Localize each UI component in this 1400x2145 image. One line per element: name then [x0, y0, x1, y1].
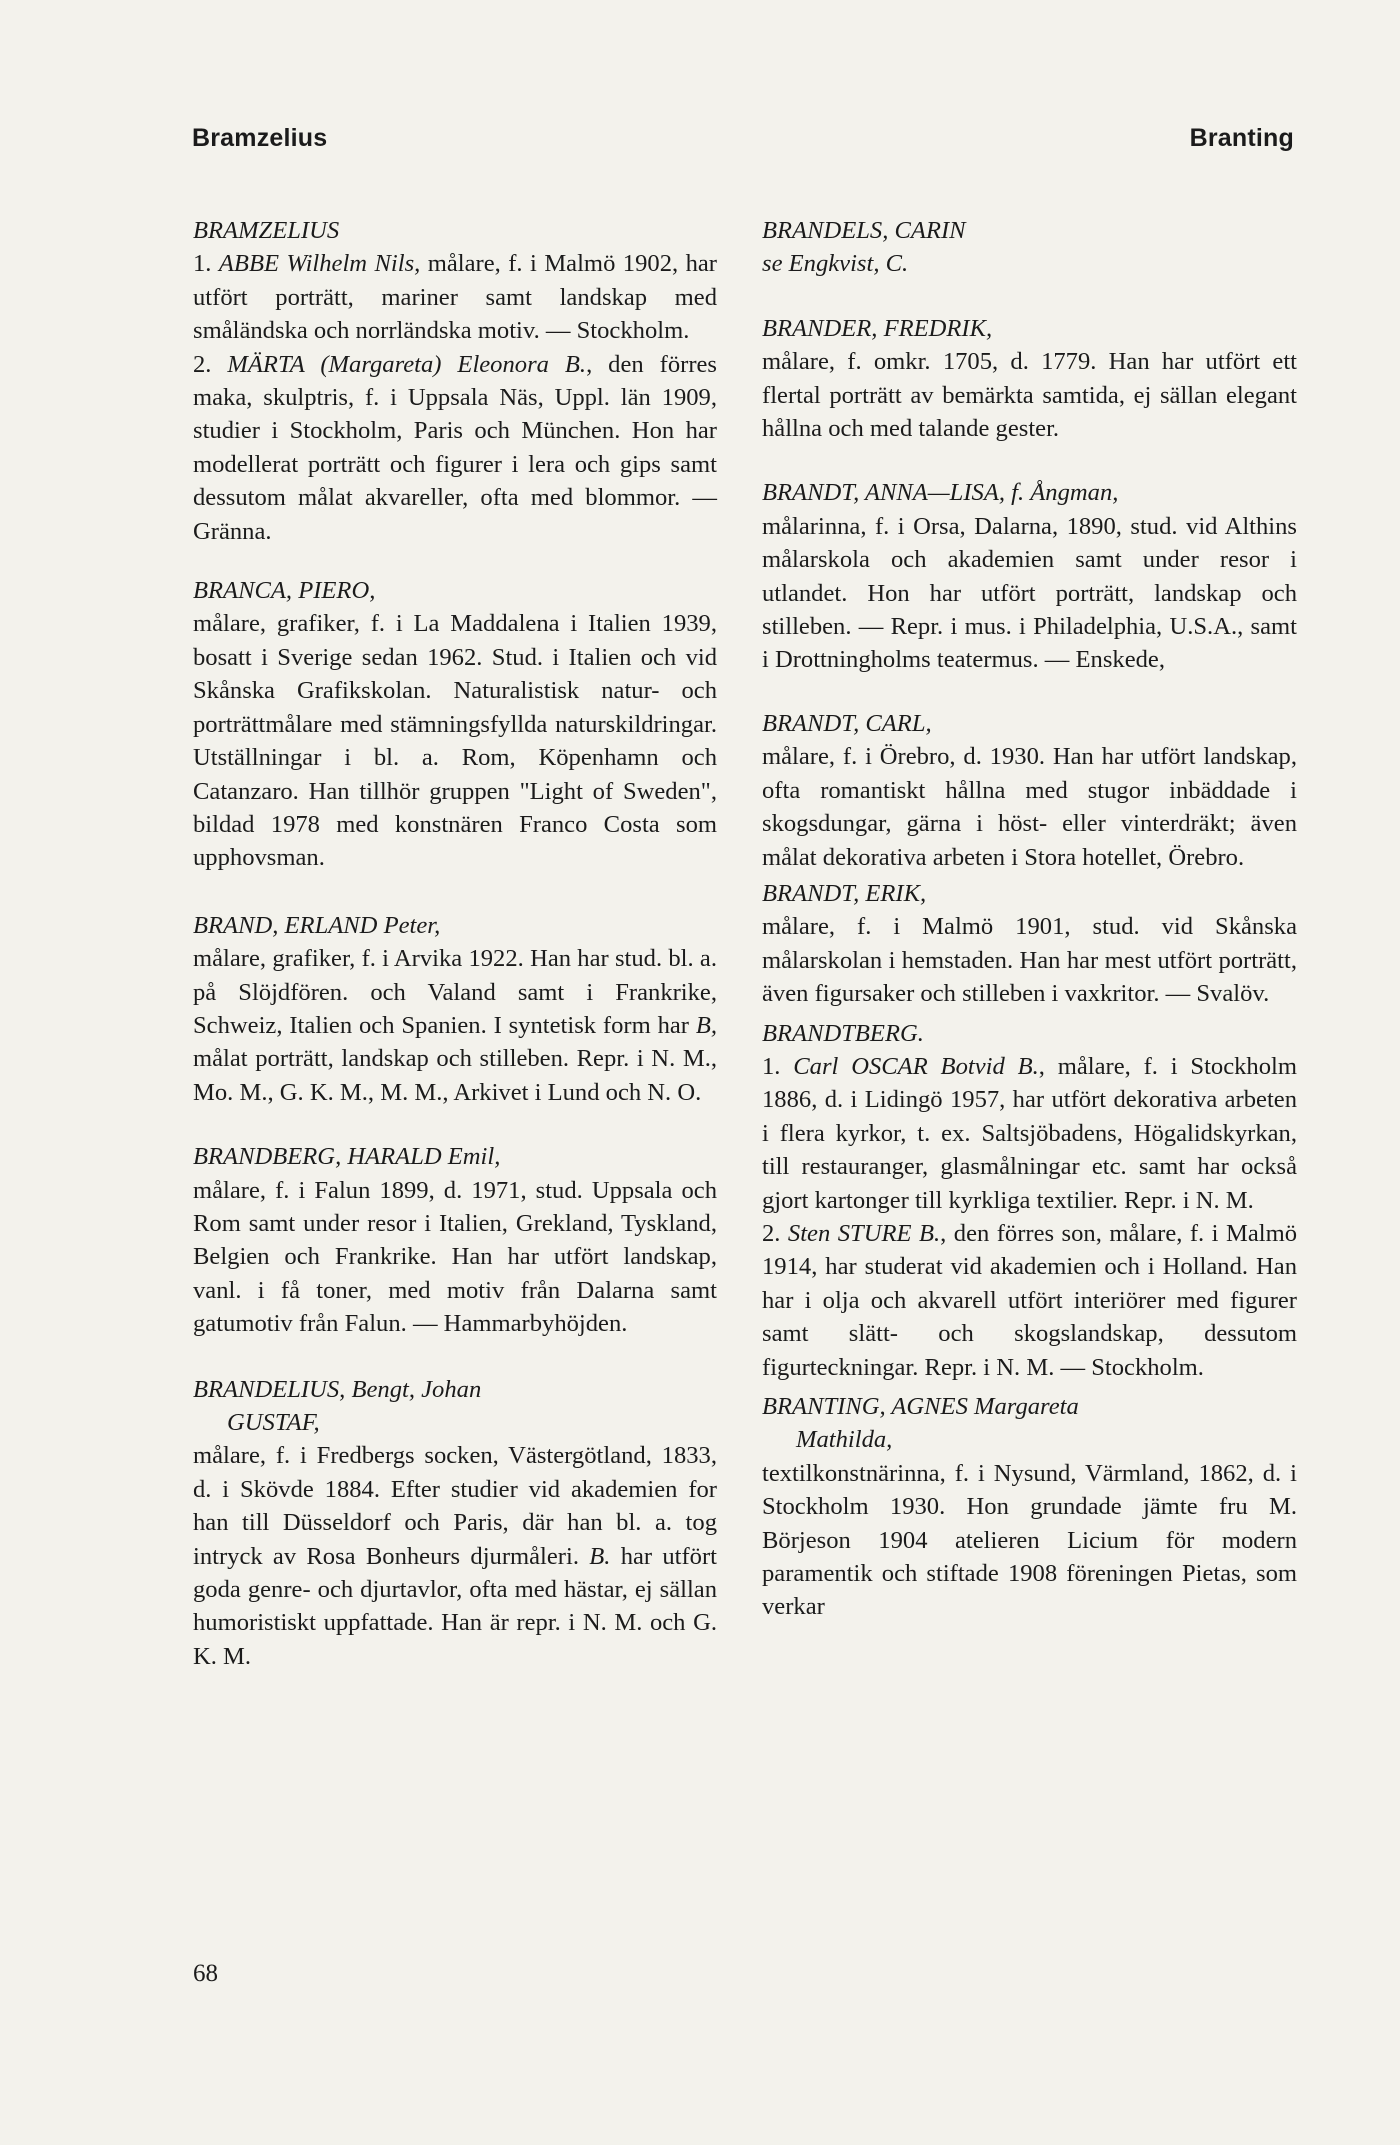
entry-headword: BRANTING, AGNES Margareta: [762, 1393, 1079, 1420]
entry-branca: [193, 574, 717, 875]
entry-text-part: målare, grafiker, f. i Arvika 1922. Han har stud. bl. a. på Slöjdfören. och Valand samt i Frankrike, Schweiz, Italien och Spanien. I syntetisk form har: [193, 945, 717, 1039]
entry-headword: BRANDER, FREDRIK,: [762, 314, 993, 342]
entry-text: textilkonstnärinna, f. i Nysund, Värmland, 1862, d. i Stockholm 1930. Hon grundade jämte fru M. Börjeson 1904 atelieren Licium för modern paramentik och stiftade 1908 föreningen Pietas, som verkar: [762, 1459, 1297, 1621]
entry-brandelius: [193, 1373, 717, 1674]
entry-text: målare, f. i Örebro, d. 1930. Han har utfört landskap, ofta romantiskt hållna med stugor inbäddade i skogsdungar, gärna i höst- eller vinterdräkt; även målat dekorativa arbeten i Stora hotellet, Örebro.: [762, 743, 1297, 871]
entry-text-part: målat porträtt, landskap och stilleben. Repr. i N. M., Mo. M., G. K. M., M. M., Arkivet i Lund och N. O.: [193, 1045, 717, 1106]
subentry-text: , den förres son, målare, f. i Malmö 1914, har studerat vid akademien och i Holland. Han har i olja och akvarell utfört interiörer med figurer samt slätt- och skogslandskap, dessutom figurteckningar. Repr. i N. M. — Stockholm.: [762, 1219, 1297, 1381]
entry-text: målare, f. i Falun 1899, d. 1971, stud. Uppsala och Rom samt under resor i Italien, Grekland, Tyskland, Belgien och Frankrike. Han har utfört landskap, vanl. i få toner, med motiv från Dalarna samt gatumotiv från Falun. — Hammarbyhöjden.: [193, 1176, 717, 1338]
entry-text-part: har utfört goda genre- och djurtavlor, ofta med hästar, ej sällan humoristiskt uppfattade. Han är repr. i N. M. och G. K. M.: [193, 1542, 717, 1670]
entry-subentry: [193, 348, 717, 548]
entry-brandt-erik: [762, 877, 1297, 1011]
entry-headword: BRANDT, ERIK,: [762, 879, 927, 907]
entry-text-abbrev: B,: [695, 1011, 717, 1039]
entry-text-part: målare, f. i Fredbergs socken, Västergötland, 1833, d. i Skövde 1884. Efter studier vid akademien for han till Düsseldorf och Paris, där han bl. a. tog intryck av Rosa Bonheurs djurmåleri.: [193, 1442, 717, 1570]
entry-text: målare, grafiker, f. i La Maddalena i Italien 1939, bosatt i Sverige sedan 1962. Stud. i Italien och vid Skånska Grafikskolan. Naturalistisk natur- och porträttmålare med stämningsfyllda naturskildringar. Utställningar i bl. a. Rom, Köpenhamn och Catanzaro. Han tillhör gruppen "Light of Sweden", bildad 1978 med konstnären Franco Costa som upphovsman.: [193, 610, 717, 872]
subentry-number: 2.: [193, 350, 212, 378]
headword-maiden-name: f. Ångman,: [1005, 479, 1119, 507]
headword-name: BRANDT, ANNA—LISA,: [762, 479, 1005, 507]
entry-headword: BRANDELS, CARIN: [762, 217, 966, 244]
subentry-text: , den förres maka, skulptris, f. i Uppsala Näs, Uppl. län 1909, studier i Stockholm, Paris och München. Hon har modellerat porträtt och figurer i lera och gips samt dessutom målat akvareller, ofta med blommor. — Gränna.: [193, 350, 718, 545]
entry-text: se Engkvist, C.: [762, 250, 909, 278]
entry-branting: [762, 1390, 1297, 1624]
entry-headword: BRANDT, CARL,: [762, 709, 932, 737]
entry-brandels: [762, 214, 1297, 281]
entry-text-abbrev: B.: [589, 1542, 611, 1570]
entry-brandtberg: [762, 1017, 1297, 1384]
entry-bramzelius: [193, 214, 717, 548]
entry-headword-continued: Mathilda,: [796, 1426, 893, 1454]
entry-headword: BRANDTBERG.: [762, 1019, 924, 1047]
entry-headword: BRANCA, PIERO,: [193, 577, 376, 605]
entry-text: målare, f. i Malmö 1901, stud. vid Skånska målarskolan i hemstaden. Han har mest utfört porträtt, även figursaker och stilleben i vaxkritor. — Svalöv.: [762, 913, 1297, 1008]
entry-brandt-anna: [762, 476, 1297, 676]
entry-subentry: [762, 1217, 1297, 1384]
subentry-name: ABBE Wilhelm Nils,: [218, 250, 421, 278]
entry-brander: [762, 312, 1297, 446]
right-column: [762, 214, 1297, 1624]
entry-headword: [762, 476, 1297, 509]
entry-subentry: [193, 247, 717, 347]
subentry-number: 1.: [762, 1052, 781, 1080]
entry-headword: BRANDBERG, HARALD Emil,: [193, 1143, 501, 1171]
subentry-name: MÄRTA (Margareta) Eleonora B.: [227, 350, 587, 378]
entry-headword: BRANDELIUS, Bengt, Johan: [193, 1375, 482, 1403]
entry-brandt-carl: [762, 707, 1297, 874]
entry-text: målarinna, f. i Orsa, Dalarna, 1890, stud. vid Althins målarskola och akademien samt under resor i utlandet. Hon har utfört porträtt, landskap och stilleben. — Repr. i mus. i Philadelphia, U.S.A., samt i Drottningholms teatermus. — Enskede,: [762, 512, 1297, 674]
entry-text: [193, 942, 717, 1109]
entry-text: målare, f. omkr. 1705, d. 1779. Han har utfört ett flertal porträtt av bemärkta samtida, ej sällan elegant hållna och med talande gester.: [762, 348, 1297, 443]
entry-text: [193, 1439, 717, 1673]
entry-subentry: [762, 1050, 1297, 1217]
running-head-left: Bramzelius: [192, 124, 328, 152]
page-number: 68: [193, 1960, 218, 1987]
subentry-number: 2.: [762, 1219, 781, 1247]
running-head-right: Branting: [1189, 124, 1294, 152]
subentry-text: målare, f. i Malmö 1902, har utfört porträtt, mariner samt landskap med småländska och norrländska motiv. — Stockholm.: [193, 250, 717, 345]
entry-headword-continued: GUSTAF,: [227, 1409, 320, 1436]
entry-headword: BRAMZELIUS: [193, 217, 340, 244]
entry-brand: [193, 909, 717, 1109]
subentry-name: Sten STURE B.: [787, 1219, 941, 1247]
left-column: [193, 214, 717, 1673]
subentry-text: , målare, f. i Stockholm 1886, d. i Lidingö 1957, har utfört dekorativa arbeten i flera kyrkor, t. ex. Saltsjöbadens, Högalidskyrkan, till restauranger, glasmålningar etc. samt har också gjort kartonger till kyrkliga textilier. Repr. i N. M.: [762, 1052, 1297, 1214]
entry-headword: BRAND, ERLAND Peter,: [193, 911, 441, 939]
subentry-name: Carl OSCAR Botvid B.: [793, 1052, 1039, 1080]
entry-brandberg: [193, 1140, 717, 1340]
subentry-number: 1.: [193, 250, 212, 278]
